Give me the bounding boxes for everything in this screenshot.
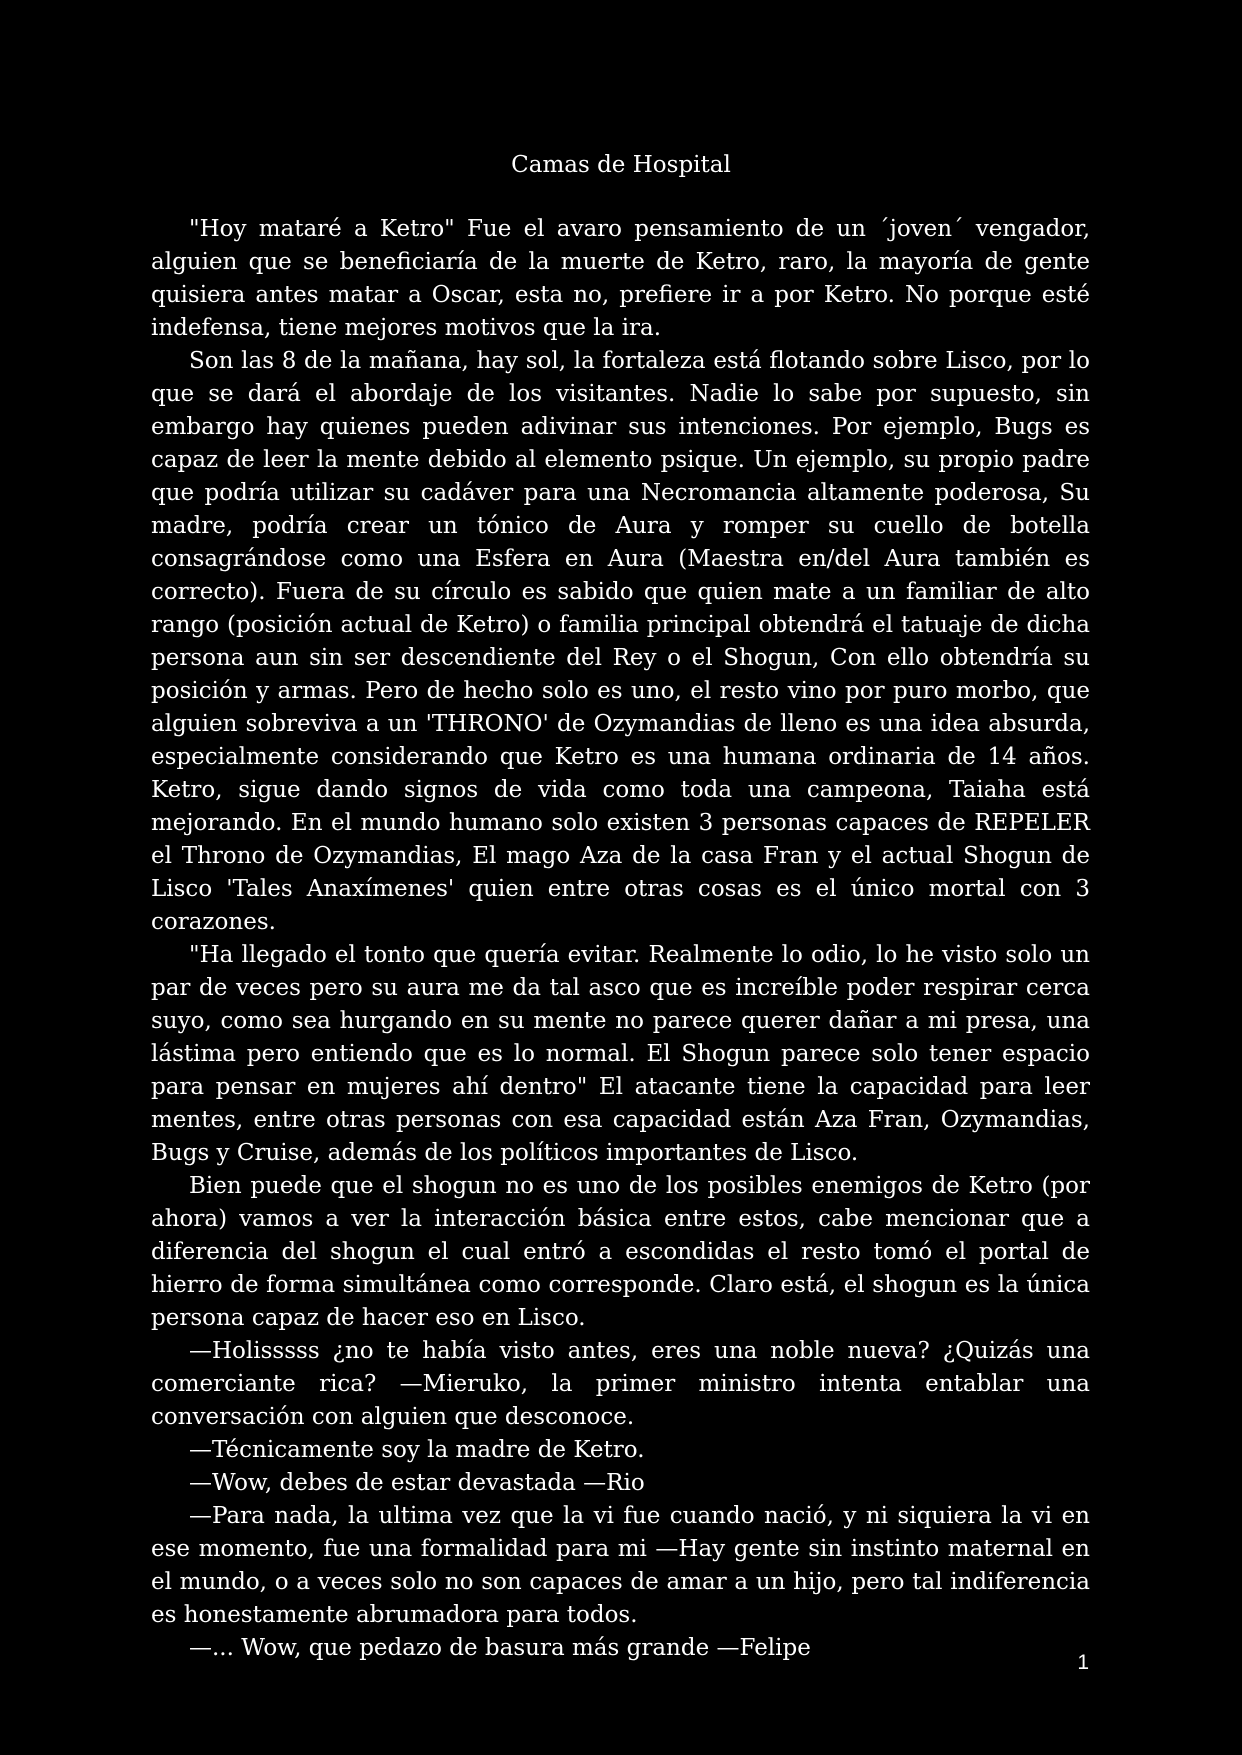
paragraph: —Para nada, la ultima vez que la vi fue cuando nació, y ni siquiera la vi en ese momento, fue una formalidad para mi —Hay gente sin instinto maternal en el mundo, o a veces solo no son capaces de amar a un hijo, pero tal indiferencia es honestamente abrumadora para todos. xyxy=(151,1503,1090,1628)
paragraph: Bien puede que el shogun no es uno de los posibles enemigos de Ketro (por ahora) vamos a ver la interacción básica entre estos, cabe mencionar que a diferencia del shogun el cual entró a escondidas el resto tomó el portal de hierro de forma simultánea como corresponde. Claro está, el shogun es la única persona capaz de hacer eso en Lisco. xyxy=(151,1173,1090,1331)
chapter-body xyxy=(151,213,1090,1665)
paragraph: "Ha llegado el tonto que quería evitar. Realmente lo odio, lo he visto solo un par de veces pero su aura me da tal asco que es increíble poder respirar cerca suyo, como sea hurgando en su mente no parece querer dañar a mi presa, una lástima pero entiendo que es lo normal. El Shogun parece solo tener espacio para pensar en mujeres ahí dentro" El atacante tiene la capacidad para leer mentes, entre otras personas con esa capacidad están Aza Fran, Ozymandias, Bugs y Cruise, además de los políticos importantes de Lisco. xyxy=(151,942,1090,1166)
chapter-title: Camas de Hospital xyxy=(511,152,731,178)
paragraph: "Hoy mataré a Ketro" Fue el avaro pensamiento de un ´joven´ vengador, alguien que se beneficiaría de la muerte de Ketro, raro, la mayoría de gente quisiera antes matar a Oscar, esta no, prefiere ir a por Ketro. No porque esté indefensa, tiene mejores motivos que la ira. xyxy=(151,216,1090,341)
page-number: 1 xyxy=(1077,1651,1089,1674)
paragraph: —Técnicamente soy la madre de Ketro. xyxy=(189,1437,645,1463)
paragraph: —... Wow, que pedazo de basura más grande —Felipe xyxy=(189,1635,811,1661)
paragraph: Son las 8 de la mañana, hay sol, la fortaleza está flotando sobre Lisco, por lo que se dará el abordaje de los visitantes. Nadie lo sabe por supuesto, sin embargo hay quienes pueden adivinar sus intenciones. Por ejemplo, Bugs es capaz de leer la mente debido al elemento psique. Un ejemplo, su propio padre que podría utilizar su cadáver para una Necromancia altamente poderosa, Su madre, podría crear un tónico de Aura y romper su cuello de botella consagrándose como una Esfera en Aura (Maestra en/del Aura también es correcto). Fuera de su círculo es sabido que quien mate a un familiar de alto rango (posición actual de Ketro) o familia principal obtendrá el tatuaje de dicha persona aun sin ser descendiente del Rey o el Shogun, Con ello obtendría su posición y armas. Pero de hecho solo es uno, el resto vino por puro morbo, que alguien sobreviva a un 'THRONO' de Ozymandias de lleno es una idea absurda, especialmente considerando que Ketro es una humana ordinaria de 14 años. Ketro, sigue dando signos de vida como toda una campeona, Taiaha está mejorando. En el mundo humano solo existen 3 personas capaces de REPELER el Throno de Ozymandias, El mago Aza de la casa Fran y el actual Shogun de Lisco 'Tales Anaxímenes' quien entre otras cosas es el único mortal con 3 corazones. xyxy=(151,348,1090,935)
paragraph: —Wow, debes de estar devastada —Rio xyxy=(189,1470,645,1496)
paragraph: —Holisssss ¿no te había visto antes, eres una noble nueva? ¿Quizás una comerciante rica? —Mieruko, la primer ministro intenta entablar una conversación con alguien que desconoce. xyxy=(151,1338,1090,1430)
